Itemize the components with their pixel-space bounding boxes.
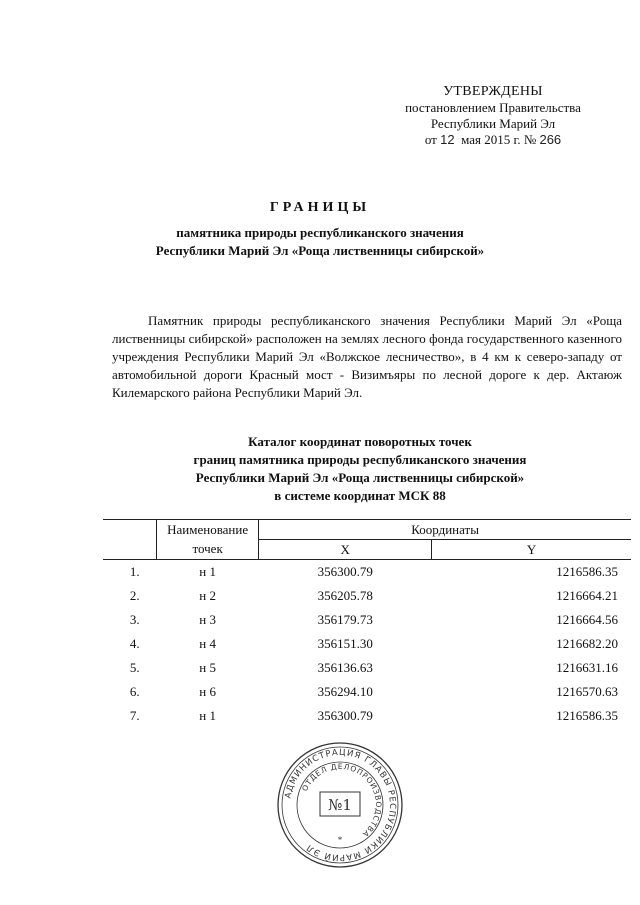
approval-day: 12 xyxy=(440,132,455,147)
table-subheader-row xyxy=(103,540,631,560)
table-row xyxy=(103,632,631,656)
approval-line-2: Республики Марий Эл xyxy=(430,116,556,131)
row-point-name: н 6 xyxy=(199,684,216,699)
row-point-name: н 1 xyxy=(199,708,216,723)
row-x: 356151.30 xyxy=(317,636,373,651)
catalog-line-4: в системе координат МСК 88 xyxy=(274,488,446,503)
row-y: 1216586.35 xyxy=(556,564,618,579)
stamp-outer-text: АДМИНИСТРАЦИЯ ГЛАВЫ РЕСПУБЛИКИ МАРИЙ ЭЛ xyxy=(283,747,398,863)
row-number: 2. xyxy=(129,588,140,603)
table-row xyxy=(103,560,631,585)
catalog-heading xyxy=(100,433,620,505)
row-number: 4. xyxy=(129,636,140,651)
row-y: 1216570.63 xyxy=(556,684,618,699)
approval-month-year: мая 2015 г. № xyxy=(461,132,537,147)
row-point-name: н 2 xyxy=(199,588,216,603)
row-x: 356294.10 xyxy=(317,684,373,699)
coordinates-table xyxy=(103,519,631,728)
approval-date-prefix: от xyxy=(424,132,437,147)
approval-line-1: постановлением Правительства xyxy=(405,100,581,115)
row-x: 356205.78 xyxy=(317,588,373,603)
row-x: 356179.73 xyxy=(317,612,373,627)
table-row xyxy=(103,584,631,608)
approval-block xyxy=(368,84,618,148)
approval-heading: УТВЕРЖДЕНЫ xyxy=(443,84,543,99)
table-header-row xyxy=(103,520,631,540)
table-row xyxy=(103,680,631,704)
table-row xyxy=(103,608,631,632)
table-body xyxy=(103,560,631,729)
row-y: 1216586.35 xyxy=(556,708,618,723)
catalog-line-3: Республики Марий Эл «Роща лиственницы сибирской» xyxy=(195,470,525,485)
row-x: 356136.63 xyxy=(317,660,373,675)
row-number: 7. xyxy=(129,708,140,723)
row-point-name: н 3 xyxy=(199,612,216,627)
header-x: X xyxy=(259,540,432,560)
stamp-inner-text: ОТДЕЛ ДЕЛОПРОИЗВОДСТВА xyxy=(300,761,384,840)
subtitle-line-2: Республики Марий Эл «Роща лиственницы сибирской» xyxy=(155,243,485,258)
table-row xyxy=(103,704,631,728)
row-x: 356300.79 xyxy=(317,708,373,723)
official-stamp xyxy=(275,740,405,870)
stamp-star-icon: * xyxy=(337,835,343,845)
row-point-name: н 4 xyxy=(199,636,216,651)
document-subtitle xyxy=(0,224,640,260)
row-y: 1216631.16 xyxy=(556,660,618,675)
catalog-line-1: Каталог координат поворотных точек xyxy=(248,434,472,449)
header-name-line-1: Наименование xyxy=(157,520,259,540)
row-number: 1. xyxy=(129,564,140,579)
subheader-num-cell xyxy=(103,540,157,560)
stamp-center: №1 xyxy=(328,796,352,814)
row-y: 1216664.21 xyxy=(556,588,618,603)
row-number: 3. xyxy=(129,612,140,627)
row-number: 5. xyxy=(129,660,140,675)
row-y: 1216682.20 xyxy=(556,636,618,651)
approval-date xyxy=(368,132,618,148)
catalog-line-2: границ памятника природы республиканского значения xyxy=(193,452,527,467)
description-paragraph: Памятник природы республиканского значения Республики Марий Эл «Роща лиственницы сибирской» расположен на землях лесного фонда государственного казенного учреждения Республики Марий Эл «Волжское лесничество», в 4 км к северо-западу от автомобильной дороги Красный мост - Визимъяры по лесной дороге к дер. Актаюж Килемарского района Республики Марий Эл. xyxy=(112,313,622,400)
approval-number: 266 xyxy=(539,132,562,147)
header-num-cell xyxy=(103,520,157,540)
header-name-line-2: точек xyxy=(157,540,259,560)
row-number: 6. xyxy=(129,684,140,699)
document-title: ГРАНИЦЫ xyxy=(269,200,371,215)
row-point-name: н 1 xyxy=(199,564,216,579)
subtitle-line-1: памятника природы республиканского значения xyxy=(176,225,464,240)
header-y: Y xyxy=(432,540,631,560)
header-coordinates: Координаты xyxy=(259,520,631,540)
row-point-name: н 5 xyxy=(199,660,216,675)
table-row xyxy=(103,656,631,680)
row-x: 356300.79 xyxy=(317,564,373,579)
row-y: 1216664.56 xyxy=(556,612,618,627)
